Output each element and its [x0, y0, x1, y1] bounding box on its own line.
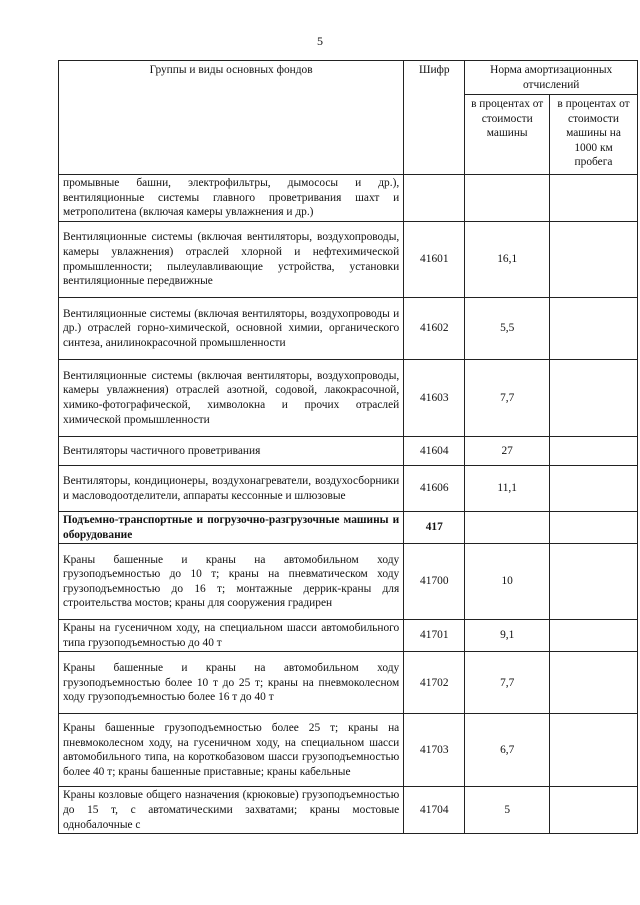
row-percent-km: [550, 466, 638, 512]
row-percent: [465, 175, 550, 222]
table-row: [59, 787, 638, 834]
row-name: Вентиляционные системы (включая вентиляторы, воздухопроводы и др.) отраслей горно-химической, основной химии, органического синтеза, анилинокрасочной промышленности: [59, 298, 404, 360]
row-code: 41603: [404, 360, 465, 437]
table-row: [59, 437, 638, 466]
row-name: Краны башенные и краны на автомобильном ходу грузоподъемностью более 10 т до 25 т; краны на пневмоколесном ходу грузоподъемностью более 16 т до 40 т: [59, 652, 404, 714]
row-percent: 5: [465, 787, 550, 834]
row-percent-km: [550, 175, 638, 222]
row-percent-km: [550, 512, 638, 544]
group-name: Подъемно-транспортные и погрузочно-разгрузочные машины и оборудование: [59, 512, 404, 544]
table-row: [59, 298, 638, 360]
row-percent-km: [550, 652, 638, 714]
row-code: 41606: [404, 466, 465, 512]
row-name: промывные башни, электрофильтры, дымососы и др.), вентиляционные системы главного проветривания шахт и метрополитена (включая камеры увлажнения и др.): [59, 175, 404, 222]
row-name: Краны башенные грузоподъемностью более 25 т; краны на пневмоколесном ходу, на гусеничном ходу, на специальном шасси автомобильного типа, на короткобазовом шасси грузоподъемностью более 40 т; краны башенные приставные; краны кабельные: [59, 714, 404, 787]
table-row: [59, 652, 638, 714]
row-percent-km: [550, 544, 638, 620]
table-row: [59, 222, 638, 298]
row-name: Вентиляторы частичного проветривания: [59, 437, 404, 466]
header-group: Группы и виды основных фондов: [59, 61, 404, 175]
row-percent-km: [550, 714, 638, 787]
header-code: Шифр: [404, 61, 465, 175]
row-name: Краны на гусеничном ходу, на специальном шасси автомобильного типа грузоподъемностью до 40 т: [59, 620, 404, 652]
table-row: [59, 714, 638, 787]
table-row: [59, 175, 638, 222]
row-percent: 7,7: [465, 652, 550, 714]
row-name: Вентиляционные системы (включая вентиляторы, воздухопроводы, камеры увлажнения) отраслей азотной, содовой, лакокрасочной, химико-фотографической, химволокна и прочих отраслей химической промышленности: [59, 360, 404, 437]
table-row: [59, 466, 638, 512]
header-norm: Норма амортизационных отчислений: [465, 61, 638, 95]
row-percent: 9,1: [465, 620, 550, 652]
row-percent-km: [550, 360, 638, 437]
table-group-row: [59, 512, 638, 544]
row-code: 41703: [404, 714, 465, 787]
row-percent-km: [550, 298, 638, 360]
depreciation-table: [58, 60, 638, 834]
row-percent-km: [550, 620, 638, 652]
row-code: 41700: [404, 544, 465, 620]
header-percent-per-1000km: в процентах от стоимости машины на 1000 км пробега: [550, 95, 638, 175]
header-percent-of-cost: в процентах от стоимости машины: [465, 95, 550, 175]
row-percent: 16,1: [465, 222, 550, 298]
row-code: [404, 175, 465, 222]
row-percent: 27: [465, 437, 550, 466]
row-name: Вентиляторы, кондиционеры, воздухонагреватели, воздухосборники и масловодоотделители, аппараты кессонные и шлюзовые: [59, 466, 404, 512]
row-code: 41602: [404, 298, 465, 360]
row-percent: 7,7: [465, 360, 550, 437]
row-percent: 5,5: [465, 298, 550, 360]
row-code: 41704: [404, 787, 465, 834]
row-name: Краны козловые общего назначения (крюковые) грузоподъемностью до 15 т, с автоматическими захватами; краны мостовые однобалочные с: [59, 787, 404, 834]
row-code: 41702: [404, 652, 465, 714]
table-row: [59, 620, 638, 652]
group-code: 417: [404, 512, 465, 544]
row-code: 41601: [404, 222, 465, 298]
row-percent: 11,1: [465, 466, 550, 512]
row-percent: 6,7: [465, 714, 550, 787]
page-number: 5: [317, 34, 323, 48]
row-percent-km: [550, 787, 638, 834]
row-percent: 10: [465, 544, 550, 620]
row-code: 41701: [404, 620, 465, 652]
table-row: [59, 360, 638, 437]
row-code: 41604: [404, 437, 465, 466]
row-name: Краны башенные и краны на автомобильном ходу грузоподъемностью до 10 т; краны на пневматическом ходу грузоподъемностью до 16 т; монтажные деррик-краны для строительства мостов; краны для сооружения градирен: [59, 544, 404, 620]
row-percent-km: [550, 222, 638, 298]
row-percent-km: [550, 437, 638, 466]
table-row: [59, 544, 638, 620]
row-percent: [465, 512, 550, 544]
row-name: Вентиляционные системы (включая вентиляторы, воздухопроводы, камеры увлажнения) отраслей хлорной и нефтехимической промышленности; пылеулавливающие устройства, установки вентиляционные передвижные: [59, 222, 404, 298]
